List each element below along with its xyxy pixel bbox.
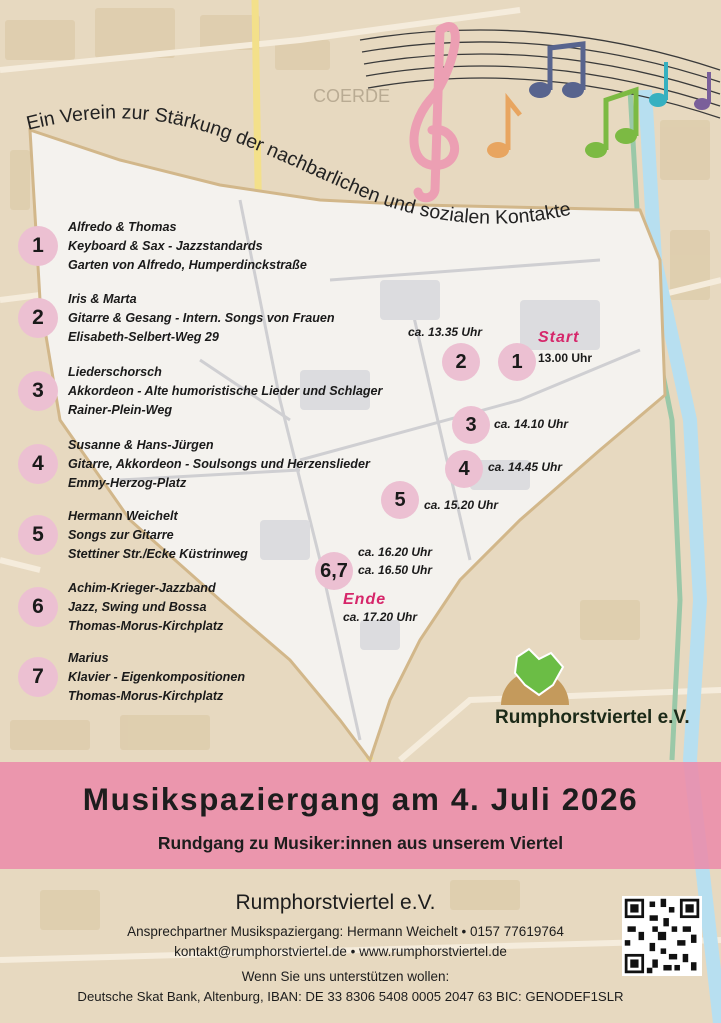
stop-number-badge: 1	[18, 226, 58, 266]
stop-details	[68, 649, 245, 706]
stop-number-badge: 4	[18, 444, 58, 484]
time-3: ca. 14.10 Uhr	[494, 417, 569, 431]
stop-location: Garten von Alfredo, Humperdinckstraße	[68, 258, 307, 272]
stop-details	[68, 363, 382, 420]
green-leaf-map-logo-icon	[495, 645, 575, 710]
stop-details	[68, 290, 335, 347]
start-label: Start	[538, 329, 580, 346]
footer-support-intro: Wenn Sie uns unterstützen wollen:	[241, 969, 450, 984]
stop-number-badge: 6	[18, 587, 58, 627]
footer-web: kontakt@rumphorstviertel.de • www.rumphorstviertel.de	[174, 944, 507, 959]
stop-performer: Iris & Marta	[68, 292, 137, 306]
stop-performer: Susanne & Hans-Jürgen	[68, 438, 214, 452]
stop-program: Keyboard & Sax - Jazzstandards	[68, 239, 263, 253]
stop-program: Gitarre, Akkordeon - Soulsongs und Herzenslieder	[68, 457, 370, 471]
time-6: ca. 16.20 Uhr	[358, 545, 433, 559]
map-marker-6-7: 6,7	[315, 552, 353, 590]
time-4: ca. 14.45 Uhr	[488, 460, 563, 474]
stop-location: Elisabeth-Selbert-Weg 29	[68, 330, 219, 344]
stop-item-2	[18, 290, 448, 360]
footer-org: Rumphorstviertel e.V.	[235, 891, 436, 914]
stop-performer: Achim-Krieger-Jazzband	[68, 581, 216, 595]
stop-item-1	[18, 218, 448, 288]
stop-program: Akkordeon - Alte humoristische Lieder und Schlager	[68, 384, 383, 398]
logo-name: Rumphorstviertel e.V.	[495, 707, 690, 728]
stop-number-badge: 5	[18, 515, 58, 555]
time-5: ca. 15.20 Uhr	[424, 498, 499, 512]
svg-text:COERDE: COERDE	[313, 86, 391, 106]
map-marker-2: 2	[442, 343, 480, 381]
footer-bank: Deutsche Skat Bank, Altenburg, IBAN: DE 33 8306 5408 0005 2047 63 BIC: GENODEF1SLR	[77, 989, 624, 1004]
stop-performer: Hermann Weichelt	[68, 509, 178, 523]
end-time: ca. 17.20 Uhr	[343, 610, 418, 624]
stop-item-3	[18, 363, 448, 433]
start-time: 13.00 Uhr	[538, 351, 593, 365]
footer-contact: Ansprechpartner Musikspaziergang: Hermann Weichelt • 0157 77619764	[127, 924, 564, 939]
stop-number-badge: 7	[18, 657, 58, 697]
event-subtitle: Rundgang zu Musiker:innen aus unserem Viertel	[157, 833, 564, 853]
end-label: Ende	[343, 591, 387, 608]
time-7: ca. 16.50 Uhr	[358, 563, 433, 577]
stop-details	[68, 436, 370, 493]
stop-performer: Alfredo & Thomas	[68, 220, 177, 234]
stop-location: Rainer-Plein-Weg	[68, 403, 173, 417]
map-marker-4: 4	[445, 450, 483, 488]
stop-program: Songs zur Gitarre	[68, 528, 174, 542]
stop-location: Emmy-Herzog-Platz	[68, 476, 187, 490]
stop-program: Jazz, Swing und Bossa	[68, 600, 207, 614]
qr-code-icon	[622, 896, 702, 976]
map-marker-3: 3	[452, 406, 490, 444]
event-title: Musikspaziergang am 4. Juli 2026	[82, 781, 639, 817]
stop-performer: Marius	[68, 651, 109, 665]
arched-slogan: Ein Verein zur Stärkung der nachbarlichen und sozialen Kontakte	[24, 101, 573, 229]
stop-item-7	[18, 649, 448, 719]
stop-details	[68, 579, 223, 636]
stop-performer: Liederschorsch	[68, 365, 162, 379]
stop-location: Thomas-Morus-Kirchplatz	[68, 619, 224, 633]
stop-location: Thomas-Morus-Kirchplatz	[68, 689, 224, 703]
stop-program: Klavier - Eigenkompositionen	[68, 670, 246, 684]
map-marker-5: 5	[381, 481, 419, 519]
stop-number-badge: 2	[18, 298, 58, 338]
stop-program: Gitarre & Gesang - Intern. Songs von Frauen	[68, 311, 335, 325]
time-2: ca. 13.35 Uhr	[408, 325, 483, 339]
stop-details	[68, 218, 307, 275]
stop-number-badge: 3	[18, 371, 58, 411]
stop-details	[68, 507, 248, 564]
map-marker-1: 1	[498, 343, 536, 381]
svg-text:Ein Verein zur Stärkung der na	[24, 101, 572, 228]
stop-location: Stettiner Str./Ecke Küstrinweg	[68, 547, 248, 561]
